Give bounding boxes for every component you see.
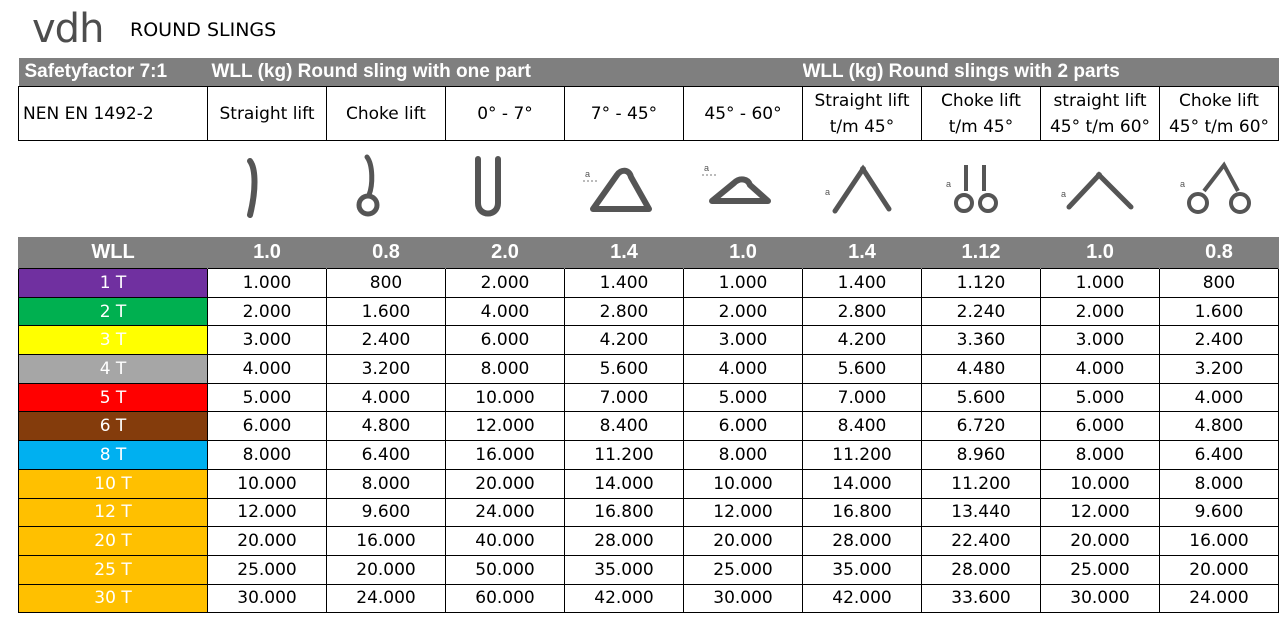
table-row bbox=[19, 326, 1279, 355]
capacity-cell: 3 T bbox=[19, 326, 208, 355]
wll-value-cell: 11.200 bbox=[565, 441, 684, 470]
straight-lift-icon bbox=[222, 151, 312, 227]
table-row bbox=[19, 412, 1279, 441]
wll-value-cell: 1.120 bbox=[922, 269, 1041, 298]
capacity-cell: 25 T bbox=[19, 555, 208, 584]
column-header bbox=[565, 87, 684, 141]
factor-value: 1.12 bbox=[922, 237, 1041, 269]
table-row bbox=[19, 355, 1279, 384]
wll-value-cell: 20.000 bbox=[208, 527, 327, 556]
wll-value-cell: 2.800 bbox=[803, 297, 922, 326]
wll-value-cell: 800 bbox=[1160, 269, 1279, 298]
table-row bbox=[19, 555, 1279, 584]
wll-value-cell: 16.000 bbox=[446, 441, 565, 470]
wll-value-cell: 5.600 bbox=[922, 383, 1041, 412]
wll-value-cell: 6.000 bbox=[1041, 412, 1160, 441]
wll-value-cell: 11.200 bbox=[922, 469, 1041, 498]
wll-value-cell: 8.400 bbox=[803, 412, 922, 441]
wll-value-cell: 28.000 bbox=[922, 555, 1041, 584]
wll-value-cell: 2.400 bbox=[1160, 326, 1279, 355]
svg-text:a: a bbox=[585, 169, 591, 179]
wll-value-cell: 8.000 bbox=[446, 355, 565, 384]
wll-value-cell: 4.000 bbox=[446, 297, 565, 326]
wll-value-cell: 40.000 bbox=[446, 527, 565, 556]
column-header-line: Straight lift bbox=[219, 103, 315, 124]
wll-value-cell: 16.800 bbox=[565, 498, 684, 527]
two-leg-straight-60-icon bbox=[1055, 151, 1145, 227]
wll-value-cell: 2.800 bbox=[565, 297, 684, 326]
svg-text:a: a bbox=[704, 163, 710, 173]
wll-value-cell: 30.000 bbox=[684, 584, 803, 613]
wll-value-cell: 11.200 bbox=[803, 441, 922, 470]
column-header-line: t/m 45° bbox=[829, 116, 895, 137]
wll-value-cell: 5.600 bbox=[565, 355, 684, 384]
capacity-cell: 30 T bbox=[19, 584, 208, 613]
column-header-row bbox=[19, 87, 1279, 141]
sling-diagram-cell bbox=[1160, 141, 1279, 238]
wll-value-cell: 6.400 bbox=[327, 441, 446, 470]
wll-value-cell: 8.960 bbox=[922, 441, 1041, 470]
wll-value-cell: 6.000 bbox=[208, 412, 327, 441]
wll-value-cell: 25.000 bbox=[1041, 555, 1160, 584]
wll-value-cell: 10.000 bbox=[684, 469, 803, 498]
wll-value-cell: 8.000 bbox=[684, 441, 803, 470]
wll-value-cell: 8.000 bbox=[1160, 469, 1279, 498]
wll-value-cell: 16.000 bbox=[1160, 527, 1279, 556]
wll-value-cell: 60.000 bbox=[446, 584, 565, 613]
wll-value-cell: 14.000 bbox=[803, 469, 922, 498]
two-leg-choke-60-icon bbox=[1174, 151, 1264, 227]
wll-value-cell: 30.000 bbox=[1041, 584, 1160, 613]
wll-value-cell: 8.000 bbox=[208, 441, 327, 470]
factor-value: 1.0 bbox=[684, 237, 803, 269]
wll-value-cell: 22.400 bbox=[922, 527, 1041, 556]
sling-wll-table bbox=[18, 58, 1279, 613]
wll-value-cell: 28.000 bbox=[565, 527, 684, 556]
factor-row bbox=[19, 237, 1279, 269]
table-row bbox=[19, 584, 1279, 613]
svg-text:a: a bbox=[1180, 179, 1186, 189]
wll-value-cell: 2.000 bbox=[684, 297, 803, 326]
wll-value-cell: 4.800 bbox=[1160, 412, 1279, 441]
brand-bar bbox=[0, 0, 1287, 58]
wll-value-cell: 12.000 bbox=[1041, 498, 1160, 527]
sling-diagram-cell bbox=[327, 141, 446, 238]
table-row bbox=[19, 441, 1279, 470]
capacity-cell: 4 T bbox=[19, 355, 208, 384]
wll-value-cell: 6.720 bbox=[922, 412, 1041, 441]
column-header-line: Choke lift bbox=[941, 90, 1021, 111]
wll-value-cell: 5.000 bbox=[208, 383, 327, 412]
column-header bbox=[1041, 87, 1160, 141]
wll-value-cell: 25.000 bbox=[684, 555, 803, 584]
wll-value-cell: 3.000 bbox=[208, 326, 327, 355]
capacity-cell: 1 T bbox=[19, 269, 208, 298]
capacity-rows bbox=[19, 269, 1279, 613]
wll-value-cell: 16.800 bbox=[803, 498, 922, 527]
column-header-line: Choke lift bbox=[1179, 90, 1259, 111]
table-row bbox=[19, 269, 1279, 298]
column-header bbox=[1160, 87, 1279, 141]
wll-value-cell: 1.400 bbox=[803, 269, 922, 298]
wll-value-cell: 2.240 bbox=[922, 297, 1041, 326]
factor-label: WLL bbox=[19, 237, 208, 269]
wll-value-cell: 28.000 bbox=[803, 527, 922, 556]
basket-0-7-icon bbox=[460, 151, 550, 227]
column-header-line: 45° - 60° bbox=[704, 103, 782, 124]
sling-diagram-cell bbox=[803, 141, 922, 238]
wll-value-cell: 42.000 bbox=[803, 584, 922, 613]
wll-value-cell: 6.000 bbox=[684, 412, 803, 441]
group-title-row bbox=[19, 58, 1279, 87]
empty-corner bbox=[19, 141, 208, 238]
svg-text:vdh: vdh bbox=[32, 6, 104, 48]
wll-value-cell: 10.000 bbox=[208, 469, 327, 498]
wll-value-cell: 5.000 bbox=[684, 383, 803, 412]
column-header-line: straight lift bbox=[1053, 90, 1147, 111]
standard-label: NEN EN 1492-2 bbox=[19, 87, 208, 141]
factor-value: 0.8 bbox=[327, 237, 446, 269]
wll-value-cell: 4.200 bbox=[803, 326, 922, 355]
column-header-line: t/m 45° bbox=[948, 116, 1014, 137]
wll-value-cell: 4.000 bbox=[208, 355, 327, 384]
sling-diagram-row bbox=[19, 141, 1279, 238]
wll-value-cell: 2.000 bbox=[1041, 297, 1160, 326]
factor-value: 1.4 bbox=[803, 237, 922, 269]
page-title: ROUND SLINGS bbox=[130, 19, 277, 41]
wll-value-cell: 20.000 bbox=[327, 555, 446, 584]
wll-value-cell: 3.000 bbox=[684, 326, 803, 355]
wll-value-cell: 3.360 bbox=[922, 326, 1041, 355]
basket-7-45-icon bbox=[579, 151, 669, 227]
table-row bbox=[19, 297, 1279, 326]
wll-value-cell: 16.000 bbox=[327, 527, 446, 556]
wll-value-cell: 2.000 bbox=[208, 297, 327, 326]
factor-value: 2.0 bbox=[446, 237, 565, 269]
column-header-line: Choke lift bbox=[346, 103, 426, 124]
wll-value-cell: 3.200 bbox=[1160, 355, 1279, 384]
column-header bbox=[922, 87, 1041, 141]
wll-value-cell: 50.000 bbox=[446, 555, 565, 584]
wll-value-cell: 24.000 bbox=[327, 584, 446, 613]
column-header-line: 7° - 45° bbox=[590, 103, 658, 124]
capacity-cell: 8 T bbox=[19, 441, 208, 470]
capacity-cell: 10 T bbox=[19, 469, 208, 498]
capacity-cell: 2 T bbox=[19, 297, 208, 326]
column-header-line: Straight lift bbox=[814, 90, 910, 111]
column-header bbox=[803, 87, 922, 141]
wll-value-cell: 25.000 bbox=[208, 555, 327, 584]
wll-value-cell: 2.000 bbox=[446, 269, 565, 298]
wll-value-cell: 4.000 bbox=[1160, 383, 1279, 412]
factor-value: 1.0 bbox=[208, 237, 327, 269]
svg-text:a: a bbox=[1061, 189, 1067, 199]
group-title-one-part: WLL (kg) Round sling with one part bbox=[211, 61, 531, 82]
wll-value-cell: 12.000 bbox=[684, 498, 803, 527]
wll-value-cell: 800 bbox=[327, 269, 446, 298]
two-leg-choke-45-icon bbox=[936, 151, 1026, 227]
wll-value-cell: 4.000 bbox=[684, 355, 803, 384]
column-header bbox=[684, 87, 803, 141]
column-header bbox=[208, 87, 327, 141]
wll-value-cell: 9.600 bbox=[327, 498, 446, 527]
wll-value-cell: 4.480 bbox=[922, 355, 1041, 384]
wll-value-cell: 7.000 bbox=[803, 383, 922, 412]
capacity-cell: 5 T bbox=[19, 383, 208, 412]
wll-value-cell: 1.600 bbox=[327, 297, 446, 326]
column-header bbox=[327, 87, 446, 141]
wll-value-cell: 12.000 bbox=[446, 412, 565, 441]
wll-value-cell: 10.000 bbox=[446, 383, 565, 412]
capacity-cell: 12 T bbox=[19, 498, 208, 527]
wll-value-cell: 33.600 bbox=[922, 584, 1041, 613]
basket-45-60-icon bbox=[698, 151, 788, 227]
wll-value-cell: 8.000 bbox=[1041, 441, 1160, 470]
wll-value-cell: 1.600 bbox=[1160, 297, 1279, 326]
column-header-line: 45° t/m 60° bbox=[1168, 116, 1270, 137]
wll-value-cell: 6.400 bbox=[1160, 441, 1279, 470]
wll-value-cell: 4.000 bbox=[1041, 355, 1160, 384]
sling-diagram-cell bbox=[684, 141, 803, 238]
wll-value-cell: 4.200 bbox=[565, 326, 684, 355]
vdh-logo bbox=[32, 6, 112, 48]
wll-value-cell: 1.000 bbox=[208, 269, 327, 298]
choke-lift-icon bbox=[341, 151, 431, 227]
wll-value-cell: 8.000 bbox=[327, 469, 446, 498]
column-header-line: 0° - 7° bbox=[477, 103, 533, 124]
table-row bbox=[19, 498, 1279, 527]
wll-value-cell: 42.000 bbox=[565, 584, 684, 613]
wll-value-cell: 10.000 bbox=[1041, 469, 1160, 498]
wll-value-cell: 20.000 bbox=[684, 527, 803, 556]
wll-value-cell: 20.000 bbox=[1041, 527, 1160, 556]
two-leg-straight-45-icon bbox=[817, 151, 907, 227]
wll-value-cell: 5.000 bbox=[1041, 383, 1160, 412]
wll-value-cell: 6.000 bbox=[446, 326, 565, 355]
sling-diagram-cell bbox=[446, 141, 565, 238]
wll-value-cell: 35.000 bbox=[803, 555, 922, 584]
factor-value: 1.0 bbox=[1041, 237, 1160, 269]
wll-value-cell: 24.000 bbox=[446, 498, 565, 527]
wll-value-cell: 8.400 bbox=[565, 412, 684, 441]
wll-value-cell: 3.000 bbox=[1041, 326, 1160, 355]
wll-value-cell: 7.000 bbox=[565, 383, 684, 412]
table-row bbox=[19, 527, 1279, 556]
column-header bbox=[446, 87, 565, 141]
capacity-cell: 6 T bbox=[19, 412, 208, 441]
wll-value-cell: 20.000 bbox=[446, 469, 565, 498]
wll-value-cell: 4.000 bbox=[327, 383, 446, 412]
safety-factor: Safetyfactor 7:1 bbox=[24, 61, 168, 82]
wll-value-cell: 1.000 bbox=[1041, 269, 1160, 298]
wll-value-cell: 2.400 bbox=[327, 326, 446, 355]
svg-text:a: a bbox=[946, 179, 952, 189]
sling-diagram-cell bbox=[1041, 141, 1160, 238]
sling-diagram-cell bbox=[922, 141, 1041, 238]
capacity-cell: 20 T bbox=[19, 527, 208, 556]
wll-value-cell: 14.000 bbox=[565, 469, 684, 498]
wll-value-cell: 4.800 bbox=[327, 412, 446, 441]
sling-diagram-cell bbox=[208, 141, 327, 238]
factor-value: 1.4 bbox=[565, 237, 684, 269]
wll-value-cell: 5.600 bbox=[803, 355, 922, 384]
wll-value-cell: 24.000 bbox=[1160, 584, 1279, 613]
wll-value-cell: 12.000 bbox=[208, 498, 327, 527]
factor-value: 0.8 bbox=[1160, 237, 1279, 269]
column-header-line: 45° t/m 60° bbox=[1049, 116, 1151, 137]
wll-value-cell: 35.000 bbox=[565, 555, 684, 584]
table-row bbox=[19, 469, 1279, 498]
sling-diagram-cell bbox=[565, 141, 684, 238]
wll-value-cell: 9.600 bbox=[1160, 498, 1279, 527]
wll-value-cell: 30.000 bbox=[208, 584, 327, 613]
wll-value-cell: 1.400 bbox=[565, 269, 684, 298]
wll-value-cell: 20.000 bbox=[1160, 555, 1279, 584]
wll-value-cell: 13.440 bbox=[922, 498, 1041, 527]
group-title-two-parts: WLL (kg) Round slings with 2 parts bbox=[802, 61, 1120, 82]
svg-text:a: a bbox=[825, 187, 831, 197]
wll-value-cell: 3.200 bbox=[327, 355, 446, 384]
wll-value-cell: 1.000 bbox=[684, 269, 803, 298]
table-row bbox=[19, 383, 1279, 412]
